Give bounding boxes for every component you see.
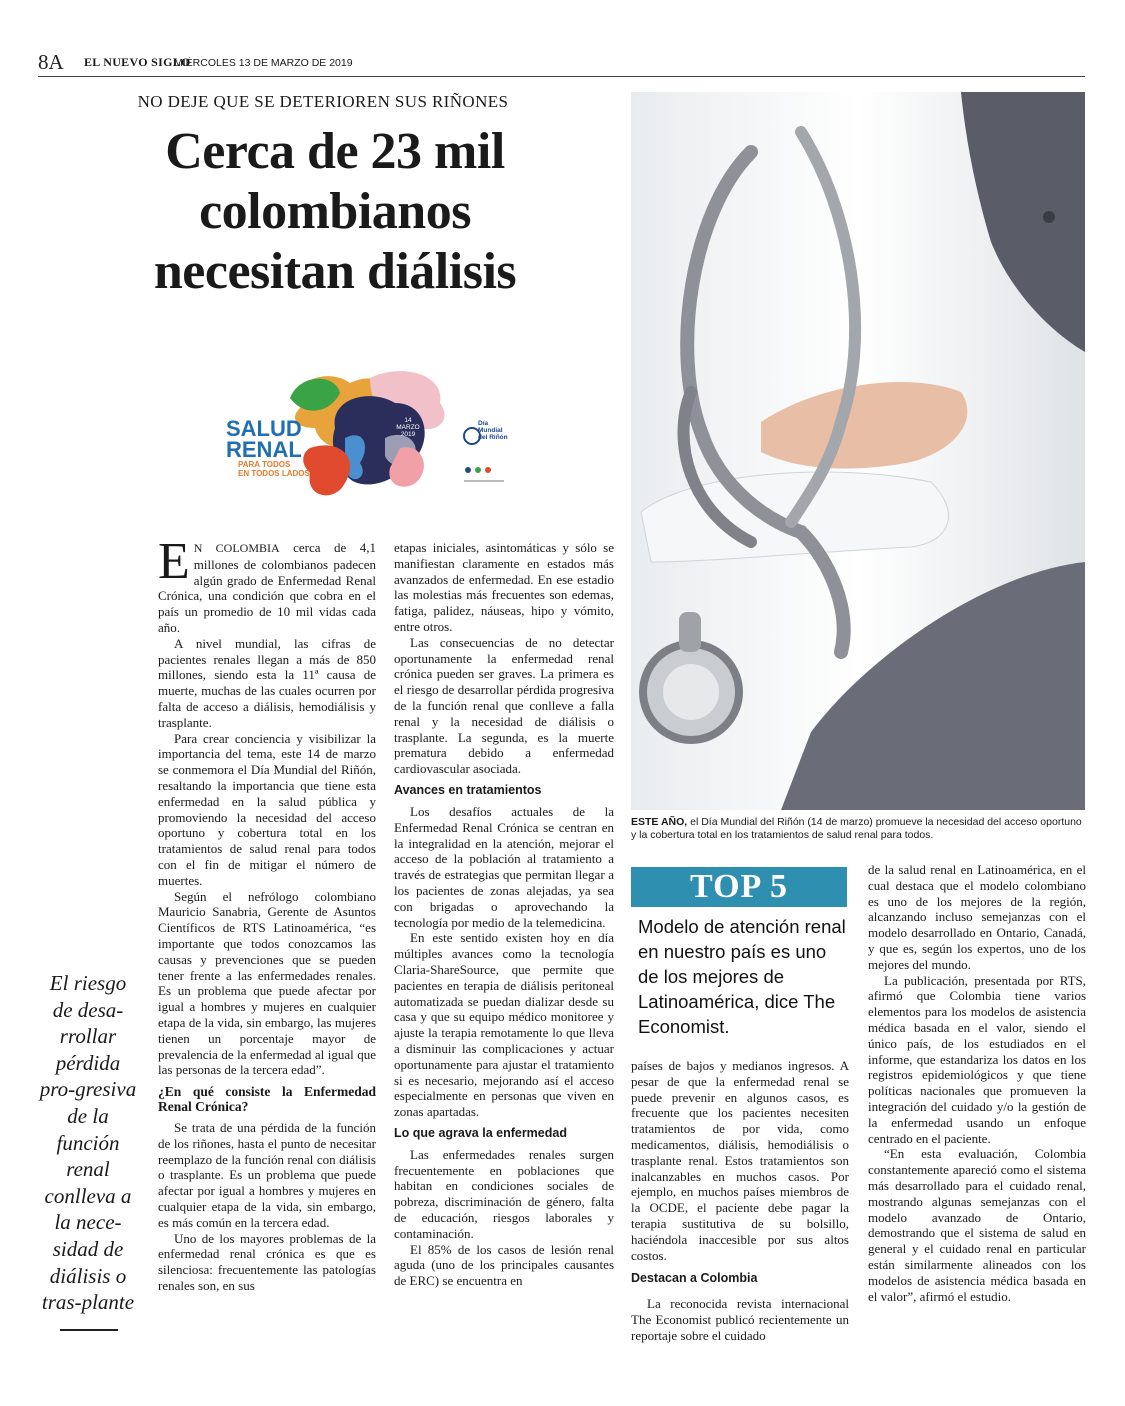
paragraph: Se trata de una pérdida de la función de los riñones, hasta el punto de necesitar reemplazo de la función renal con diálisis o trasplante. Es un problema que puede afectar por igual a hombres y mujeres en cualquier etapa de la vida, sin embargo, es más común en la tercera edad. xyxy=(158,1120,376,1230)
logo-date-month: MARZO xyxy=(396,424,420,431)
paragraph: A nivel mundial, las cifras de pacientes renales llegan a más de 850 millones, siendo esta la 11ª causa de muerte, muchas de las cuales ocurren por falta de acceso a diálisis, hemodiálisis y trasplante. xyxy=(158,635,376,730)
dmr-line: Día xyxy=(478,420,489,427)
drop-cap: E xyxy=(158,533,190,590)
caption-text: el Día Mundial del Riñón (14 de marzo) promueve la necesidad del acceso oportuno y la cobertura total en los tratamientos de salud renal para todos. xyxy=(631,816,1082,841)
paragraph: Los desafíos actuales de la Enfermedad Renal Crónica se centran en la integralidad en la atención, mejorar el acceso de la población al tratamiento a través de estrategias que permitan llegar a los pacientes de zonas alejadas, ya sea con brigadas o aprovechando la tecnología por medio de la telemedicina. xyxy=(394,803,614,930)
paragraph: El 85% de los casos de lesión renal aguda (uno de los principales causantes de ERC) se encuentra en xyxy=(394,1241,614,1289)
lead-text: cerca de 4,1 millones de colombianos padecen algún grado de Enfermedad Renal Crónica, una condición que cobra en el país un promedio de 10 mil vidas cada año. xyxy=(158,540,376,635)
pull-quote-rule xyxy=(60,1329,118,1331)
logo-date-day: 14 xyxy=(404,417,412,424)
logo-salud-renal xyxy=(226,418,302,460)
subheading: Avances en tratamientos xyxy=(394,782,542,797)
paragraph: países de bajos y medianos ingresos. A pesar de que la enfermedad renal se puede prevenir en algunos casos, es frecuente que los pacientes necesiten tratamientos de por vida, como medicamentos, diálisis, hemodiálisis o trasplante renal. Estos tratamientos son inalcanzables en muchos casos. Por ejemplo, en muchos países miembros de la OCDE, el paciente debe pagar la terapia sustitutiva de su bolsillo, haciéndola inaccesible por sus altos costos. xyxy=(631,1058,849,1263)
headline-line: Cerca de 23 mil xyxy=(165,123,505,180)
logo-para-todos: PARA TODOS xyxy=(238,460,291,469)
article-kicker: NO DEJE QUE SE DETERIOREN SUS RIÑONES xyxy=(137,92,509,111)
lead-caps: N COLOMBIA xyxy=(193,541,280,555)
paragraph: “En esta evaluación, Colombia constantemente apareció como el sistema más desarrollado para el cuidado renal, mostrando algunas semejanzas con el modelo avanzado de Ontario, demostrando que el sistema de salud en general y el cuidado renal en particular están similarmente alineados con los modelos de asistencia médica basada en el valor”, afirmó el estudio. xyxy=(868,1146,1086,1304)
dmr-line: del Riñón xyxy=(478,434,508,441)
logo-en-todos-lados: EN TODOS LADOS xyxy=(238,469,310,478)
lead-paragraph xyxy=(158,533,376,636)
photo-caption xyxy=(631,816,1085,842)
paragraph: Las enfermedades renales surgen frecuentemente en poblaciones que habitan en condiciones sociales de pobreza, discriminación de género, falta de educación, riesgos laborales y contaminación. xyxy=(394,1146,614,1241)
paragraph: etapas iniciales, asintomáticas y sólo se manifiestan claramente en estados más avanzados de enfermedad. En ese estadio las molestias más frecuentes son edemas, fatiga, palidez, náuseas, hipo y vómito, entre otros. xyxy=(394,540,614,634)
article-column-1 xyxy=(158,533,376,1294)
headline-line: necesitan diálisis xyxy=(153,243,517,300)
article-column-3 xyxy=(631,1058,849,1344)
issue-date: MIÉRCOLES 13 DE MARZO DE 2019 xyxy=(174,57,353,69)
paragraph: Las consecuencias de no detectar oportunamente la enfermedad renal crónica pueden ser graves. La primera es el riesgo de desarrollar pérdida progresiva de la función renal que conlleve a falla renal y la necesidad de diálisis o trasplante. La segunda, es la muerte prematura debido a enfermedad cardiovascular asociada. xyxy=(394,634,614,777)
logo-tagline xyxy=(238,460,310,478)
subheading: Lo que agrava la enfermedad xyxy=(394,1125,567,1140)
article-column-2 xyxy=(394,540,614,1289)
page-number: 8A xyxy=(38,50,64,74)
logo-salud: SALUD xyxy=(226,416,302,441)
subheading: ¿En qué consiste la Enfermedad Renal Crónica? xyxy=(158,1084,376,1115)
headline-line: colombianos xyxy=(199,183,471,240)
caption-lead: ESTE AÑO, xyxy=(631,816,688,828)
header-rule xyxy=(38,76,1085,77)
doctor-stethoscope-photo xyxy=(631,92,1085,810)
pull-quote: El riesgo de desa-rrollar pérdida pro-gresiva de la función renal conlleva a la nece-sidad de diálisis o tras-plante xyxy=(39,971,137,1315)
logo-date-year: 2019 xyxy=(400,431,416,438)
paragraph: Según el nefrólogo colombiano Mauricio Sanabria, Gerente de Asuntos Científicos de RTS Latinoamérica, “es importante que todos conozcamos las causas y prevenciones que se pueden tener frente a las enfermedades renales. Es un problema que puede afectar por igual a hombres y mujeres en cualquier etapa de la vida, sin embargo, las mujeres tienen un porcentaje mayor de prevalencia de la enfermedad al igual que las personas de la tercera edad”. xyxy=(158,888,376,1078)
logo-date xyxy=(393,417,423,438)
paragraph: La reconocida revista internacional The Economist publicó recientemente un reportaje sobre el cuidado xyxy=(631,1296,849,1343)
paragraph: Para crear conciencia y visibilizar la importancia del tema, este 14 de marzo se conmemora el Día Mundial del Riñón, resaltando la importancia que tiene esta enfermedad en la salud pública y promoviendo la necesidad del acceso oportuno y cobertura total en los tratamientos de salud renal para todos con el fin de mitigar el número de muertes. xyxy=(158,730,376,888)
paragraph: de la salud renal en Latinoamérica, en el cual destaca que el modelo colombiano es uno de los mejores de la región, alcanzando incluso semejanzas con el modelo desarrollado en Ontario, Canadá, y que es, según los expertos, uno de los mejores del mundo. xyxy=(868,862,1086,972)
article-column-4 xyxy=(868,862,1086,1304)
top5-label: TOP 5 xyxy=(631,867,847,907)
logo-renal: RENAL xyxy=(226,437,302,462)
paragraph: Uno de los mayores problemas de la enfermedad renal crónica es que es silenciosa: frecuentemente las patologías renales son, en sus xyxy=(158,1230,376,1294)
top5-summary: Modelo de atención renal en nuestro país es uno de los mejores de Latinoamérica, dice The Economist. xyxy=(638,916,846,1037)
subheading: Destacan a Colombia xyxy=(631,1271,758,1286)
dmr-line: Mundial xyxy=(478,427,503,434)
photo-illustration xyxy=(631,92,1085,810)
paragraph: La publicación, presentada por RTS, afirmó que Colombia tiene varios elementos para los modelos de asistencia médica basada en el valor, siendo el único país, de los estudiados en el informe, que estandariza los datos en los registros epidemiológicos y que tiene políticas nacionales que promueven la integración del cuidado y/o la gestión de la enfermedad usando un enfoque centrado en el paciente. xyxy=(868,972,1086,1146)
article-headline xyxy=(100,122,570,302)
logo-dia-mundial xyxy=(478,420,508,441)
paragraph: En este sentido existen hoy en día múltiples avances como la tecnología Claria-ShareSource, que permite que pacientes en terapia de diálisis peritoneal automatizada se puedan dializar desde su casa y que su equipo médico monitoree y ajuste la terapia remotamente lo que lleva a disminuir las complicaciones y actuar oportunamente para ajustar el tratamiento si es necesario, mejorando así el acceso especialmente en personas que viven en zonas apartadas. xyxy=(394,930,614,1120)
newspaper-name: EL NUEVO SIGLO xyxy=(84,55,191,69)
